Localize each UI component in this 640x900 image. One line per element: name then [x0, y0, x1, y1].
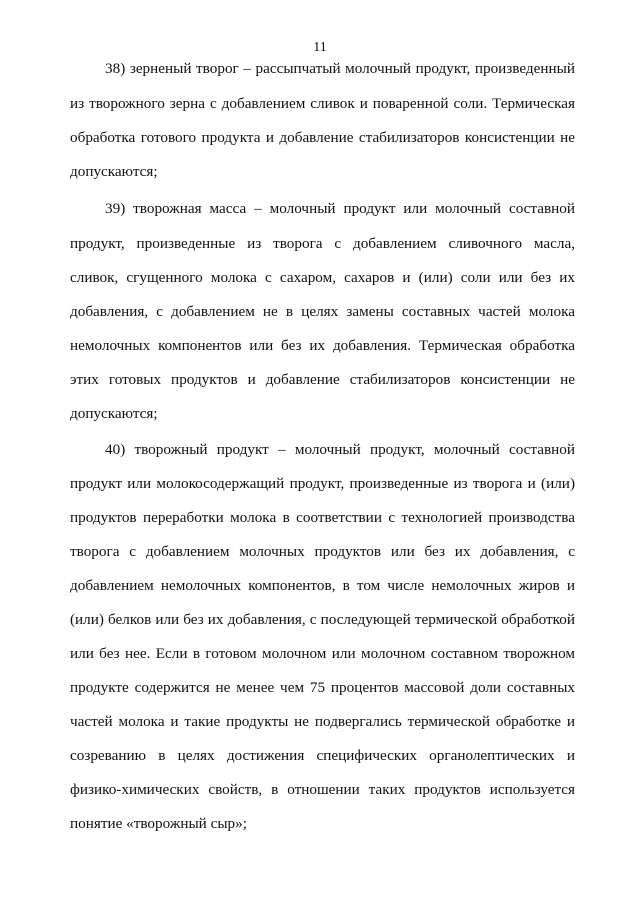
page-number: 11 [313, 40, 327, 55]
paragraph-38-line-4: допускаются; [70, 163, 158, 180]
paragraph-40-line-4: творога с добавлением молочных продуктов или без их добавления, с [70, 543, 575, 560]
paragraph-40-line-10: созреванию в целях достижения специфических органолептических и [70, 747, 575, 764]
paragraph-38-line-1: 38) зерненый творог – рассыпчатый молочный продукт, произведенный [105, 60, 575, 77]
paragraph-40-line-8: продукте содержится не менее чем 75 процентов массовой доли составных [70, 679, 575, 696]
paragraph-40-line-11: физико-химических свойств, в отношении таких продуктов используется [70, 781, 575, 798]
paragraph-39-line-2: продукт, произведенные из творога с добавлением сливочного масла, [70, 235, 575, 252]
paragraph-39-line-4: добавления, с добавлением не в целях замены составных частей молока [70, 303, 575, 320]
paragraph-40-line-2: продукт или молокосодержащий продукт, произведенные из творога и (или) [70, 475, 575, 492]
paragraph-39-line-7: допускаются; [70, 405, 158, 422]
paragraph-40-line-7: или без нее. Если в готовом молочном или молочном составном творожном [70, 645, 575, 662]
paragraph-40-line-6: (или) белков или без их добавления, с последующей термической обработкой [70, 611, 575, 628]
paragraph-38-line-2: из творожного зерна с добавлением сливок и поваренной соли. Термическая [70, 95, 575, 112]
paragraph-38-line-3: обработка готового продукта и добавление стабилизаторов консистенции не [70, 129, 575, 146]
paragraph-39-line-5: немолочных компонентов или без их добавления. Термическая обработка [70, 337, 575, 354]
paragraph-40-line-12: понятие «творожный сыр»; [70, 815, 247, 832]
paragraph-39-line-1: 39) творожная масса – молочный продукт или молочный составной [105, 200, 575, 217]
paragraph-40-line-3: продуктов переработки молока в соответствии с технологией производства [70, 509, 575, 526]
paragraph-40-line-1: 40) творожный продукт – молочный продукт, молочный составной [105, 441, 575, 458]
paragraph-40-line-5: добавлением немолочных компонентов, в том числе немолочных жиров и [70, 577, 575, 594]
paragraph-39-line-3: сливок, сгущенного молока с сахаром, сахаров и (или) соли или без их [70, 269, 575, 286]
paragraph-39-line-6: этих готовых продуктов и добавление стабилизаторов консистенции не [70, 371, 575, 388]
paragraph-40-line-9: частей молока и такие продукты не подвергались термической обработке и [70, 713, 575, 730]
